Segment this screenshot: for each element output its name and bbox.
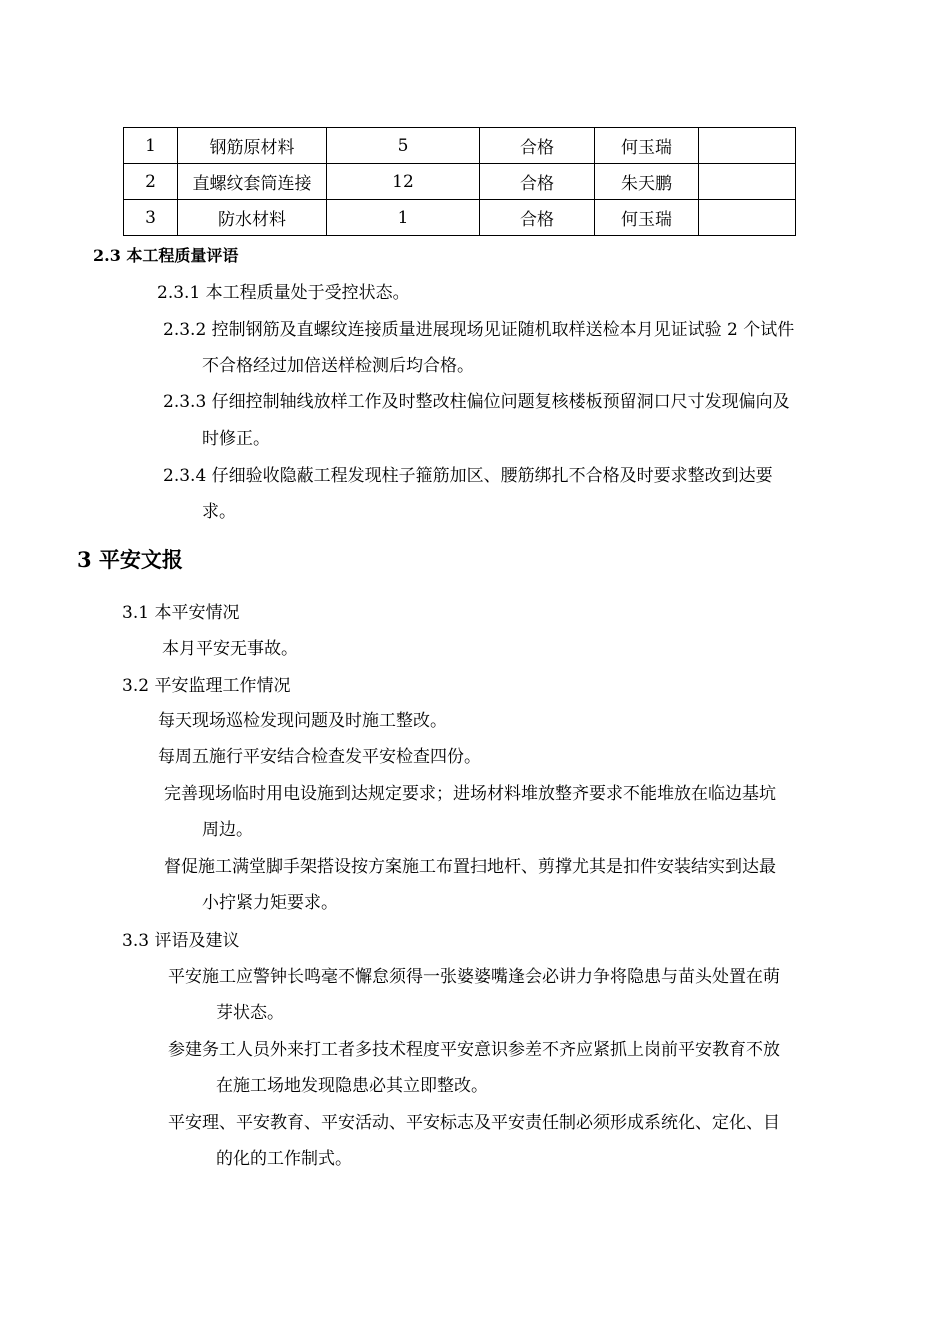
section-3-3-heading: 3.3 评语及建议 — [122, 931, 240, 951]
section-3-1-heading: 3.1 本平安情况 — [122, 603, 240, 623]
para-3-2-2: 每周五施行平安结合检查发平安检查四份。 — [158, 747, 481, 767]
table-cell-index: 1 — [124, 128, 178, 164]
para-3-3-2-line2: 在施工场地发现隐患必其立即整改。 — [216, 1076, 488, 1096]
table-row — [124, 200, 796, 236]
para-2-3-1: 2.3.1 本工程质量处于受控状态。 — [157, 283, 410, 303]
table-cell-remark — [699, 200, 796, 236]
table-cell-inspector: 何玉瑞 — [595, 128, 699, 164]
para-3-3-2-line1: 参建务工人员外来打工者多技术程度平安意识参差不齐应紧抓上岗前平安教育不放 — [168, 1040, 780, 1060]
table-cell-inspector: 何玉瑞 — [595, 200, 699, 236]
table-cell-result: 合格 — [480, 164, 595, 200]
table-cell-item: 钢筋原材料 — [178, 128, 327, 164]
section-3-heading: 3 平安文报 — [77, 547, 183, 572]
para-2-3-3-line2: 时修正。 — [202, 429, 270, 449]
section-2-3-heading: 2.3 本工程质量评语 — [93, 246, 239, 265]
table-cell-index: 2 — [124, 164, 178, 200]
para-3-2-1: 每天现场巡检发现问题及时施工整改。 — [158, 711, 447, 731]
para-3-2-4-line2: 小拧紧力矩要求。 — [202, 893, 338, 913]
table-row — [124, 164, 796, 200]
para-3-3-1-line1: 平安施工应警钟长鸣毫不懈怠须得一张婆婆嘴逢会必讲力争将隐患与苗头处置在萌 — [168, 967, 780, 987]
table-cell-count: 5 — [327, 128, 480, 164]
para-3-3-3-line1: 平安理、平安教育、平安活动、平安标志及平安责任制必须形成系统化、定化、目 — [168, 1113, 780, 1133]
table-cell-inspector: 朱天鹏 — [595, 164, 699, 200]
table-cell-remark — [699, 128, 796, 164]
table-cell-item: 直螺纹套筒连接 — [178, 164, 327, 200]
table-cell-result: 合格 — [480, 128, 595, 164]
para-2-3-2-line2: 不合格经过加倍送样检测后均合格。 — [202, 356, 474, 376]
table-cell-index: 3 — [124, 200, 178, 236]
para-3-1: 本月平安无事故。 — [162, 639, 298, 659]
table-cell-count: 1 — [327, 200, 480, 236]
table-cell-item: 防水材料 — [178, 200, 327, 236]
para-2-3-2-line1: 2.3.2 控制钢筋及直螺纹连接质量进展现场见证随机取样送检本月见证试验 2 个试件 — [163, 320, 795, 340]
para-2-3-3-line1: 2.3.3 仔细控制轴线放样工作及时整改柱偏位问题复核楼板预留洞口尺寸发现偏向及 — [163, 392, 790, 412]
para-3-2-4-line1: 督促施工满堂脚手架搭设按方案施工布置扫地杆、剪撑尤其是扣件安装结实到达最 — [164, 857, 776, 877]
section-3-2-heading: 3.2 平安监理工作情况 — [122, 676, 291, 696]
table-row — [124, 128, 796, 164]
para-3-2-3-line2: 周边。 — [202, 820, 253, 840]
para-3-2-3-line1: 完善现场临时用电设施到达规定要求；进场材料堆放整齐要求不能堆放在临边基坑 — [164, 784, 776, 804]
table-cell-result: 合格 — [480, 200, 595, 236]
table-cell-remark — [699, 164, 796, 200]
para-2-3-4-line2: 求。 — [202, 502, 236, 522]
table-cell-count: 12 — [327, 164, 480, 200]
inspection-table — [123, 127, 796, 236]
para-2-3-4-line1: 2.3.4 仔细验收隐蔽工程发现柱子箍筋加区、腰筋绑扎不合格及时要求整改到达要 — [163, 466, 773, 486]
para-3-3-1-line2: 芽状态。 — [216, 1003, 284, 1023]
para-3-3-3-line2: 的化的工作制式。 — [216, 1149, 352, 1169]
